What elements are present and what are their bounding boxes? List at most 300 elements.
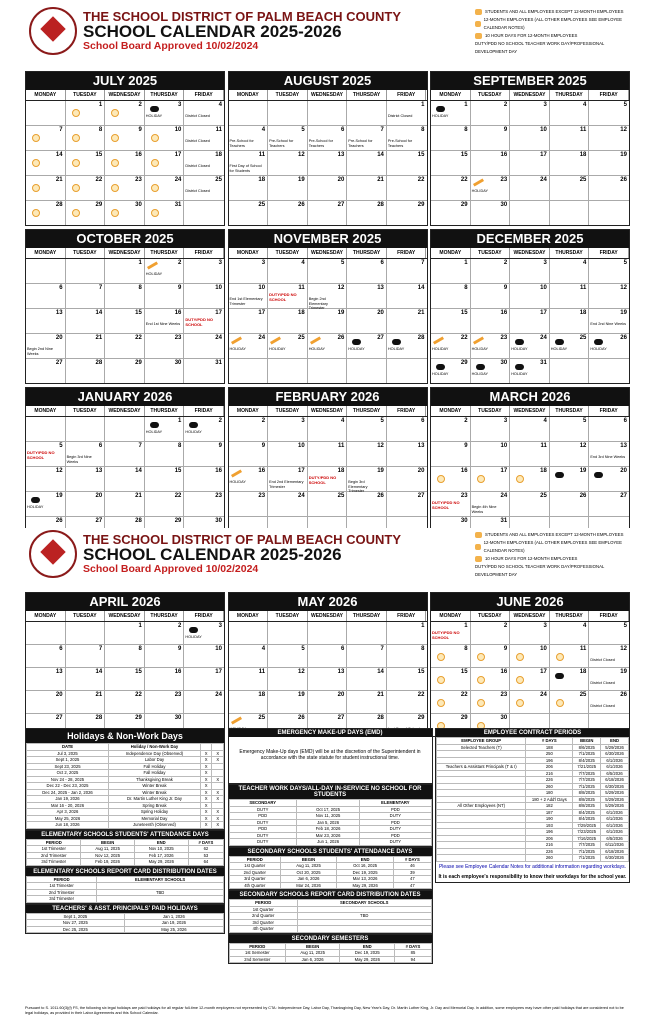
day-header: TUESDAY — [268, 406, 308, 416]
day-cell — [308, 309, 348, 333]
day-note: First Day of School for Students — [229, 164, 262, 173]
day-note: HOLIDAY — [432, 372, 449, 376]
week-row — [26, 259, 224, 284]
day-cell — [471, 417, 511, 441]
day-header: MONDAY — [26, 248, 66, 258]
footer-note: Pursuant to S. 1011.60(3)(f) FS, the following six legal holidays are paid holidays for all regular full-time 12-month employees not represented by CTA: Independence Day, Labor Day, Thanksgiving Day, New Year's Day, Dr. Martin Luther King, Jr. Day and Memorial Day. In addition, some employees may have other paid holidays that are considered not to be legal holidays, as provided in their Labor Agreements and this School Calendar. — [25, 1006, 624, 1015]
day-cell — [308, 359, 348, 383]
week-row — [26, 645, 224, 668]
day-cell — [431, 101, 471, 125]
day-cell — [308, 691, 348, 713]
day-number: 29 — [460, 360, 468, 366]
day-number: 25 — [579, 335, 587, 341]
table-cell: 6/30/2026 — [601, 855, 629, 862]
week-row — [431, 126, 629, 151]
table-cell: Winter Break — [109, 789, 201, 796]
table-cell: 7/7/2025 — [573, 770, 601, 777]
day-number: 28 — [95, 715, 103, 721]
day-number: 3 — [218, 623, 222, 629]
day-number: 17 — [500, 468, 508, 474]
table-cell: 1st Trimester — [27, 883, 97, 890]
day-number: 23 — [174, 335, 182, 341]
table-cell: 47 — [394, 882, 431, 889]
day-header: FRIDAY — [184, 406, 224, 416]
legend-text: 10 HOUR DAYS FOR 12-MONTH EMPLOYEES — [485, 33, 578, 38]
day-note: Pre-School for Teachers — [387, 139, 413, 148]
day-cell — [229, 126, 269, 150]
day-header: THURSDAY — [347, 611, 387, 621]
day-cell — [145, 359, 185, 383]
week-row — [431, 176, 629, 201]
legend-text: DUTY/PDD NO SCHOOL TEACHER WORK DAY/PROFESSIONAL DEVELOPMENT DAY — [475, 41, 605, 54]
day-cell — [510, 126, 550, 150]
day-number: 25 — [579, 177, 587, 183]
day-cell — [184, 668, 224, 690]
day-cell — [387, 417, 427, 441]
table-cell: 2nd Semester — [229, 956, 286, 963]
table-cell — [297, 926, 431, 933]
page-header — [25, 5, 630, 67]
day-number: 27 — [55, 360, 63, 366]
table-cell: Nov 24 - 28, 2025 — [27, 776, 109, 783]
week-row — [26, 126, 224, 151]
day-number: 26 — [298, 202, 305, 208]
day-cell — [589, 645, 629, 667]
day-cell — [347, 645, 387, 667]
pencil-icon — [433, 336, 444, 344]
right-column — [435, 728, 630, 964]
table-cell: X — [212, 809, 224, 816]
day-number: 12 — [298, 152, 305, 158]
table-cell: TBD — [97, 889, 224, 896]
table-cell: Nov 10, 2025 — [134, 846, 188, 853]
day-header: FRIDAY — [589, 406, 629, 416]
day-cell — [66, 359, 106, 383]
day-cell — [145, 668, 185, 690]
day-number: 9 — [503, 285, 508, 291]
day-cell — [387, 442, 427, 466]
day-number: 8 — [138, 646, 142, 652]
week-row — [431, 201, 629, 225]
column-header: PERIOD — [229, 943, 286, 950]
day-number: 19 — [620, 310, 627, 316]
day-cell — [471, 668, 511, 690]
day-cell — [26, 334, 66, 358]
table-cell: 8/8/2025 — [573, 790, 601, 797]
day-number: 23 — [500, 692, 508, 698]
day-number: 22 — [460, 177, 468, 183]
day-header: WEDNESDAY — [510, 406, 550, 416]
day-number: 9 — [464, 443, 468, 449]
day-number: 24 — [540, 335, 547, 341]
day-cell — [308, 151, 348, 175]
day-number: 21 — [95, 335, 103, 341]
phone-icon — [515, 364, 524, 370]
day-cell — [589, 101, 629, 125]
day-number: 24 — [258, 335, 266, 341]
legend-item — [475, 539, 630, 555]
day-cell — [510, 151, 550, 175]
week-row — [431, 284, 629, 309]
month-title: JULY 2025 — [26, 72, 224, 90]
day-cell — [589, 492, 629, 516]
table-cell: Sept 1, 2025 — [27, 757, 109, 764]
day-cell — [471, 691, 511, 713]
table-cell: X — [212, 822, 224, 829]
table-cell — [97, 896, 224, 903]
day-number: 20 — [417, 468, 425, 474]
day-number: 10 — [540, 127, 547, 133]
day-number: 6 — [98, 443, 103, 449]
table-cell: May 29, 2026 — [340, 956, 395, 963]
day-cell — [347, 151, 387, 175]
sun-icon — [111, 184, 119, 192]
day-number: 28 — [95, 360, 103, 366]
table-cell: Feb 18, 2026 — [296, 826, 359, 833]
day-header: TUESDAY — [66, 248, 106, 258]
week-row — [431, 645, 629, 668]
day-cell — [268, 309, 308, 333]
week-row — [229, 668, 427, 691]
table-cell: Teachers & Assistant Principals (T & I) — [437, 764, 526, 771]
day-cell — [431, 691, 471, 713]
week-row — [26, 151, 224, 176]
table-cell: 196 — [526, 757, 573, 764]
day-number: 24 — [174, 177, 182, 183]
sec-attendance-title: SECONDARY SCHOOLS STUDENTS' ATTENDANCE DAYS — [229, 848, 432, 856]
day-cell — [66, 201, 106, 225]
day-cell — [471, 101, 511, 125]
day-number: 4 — [301, 260, 305, 266]
table-cell: DUTY — [229, 832, 296, 839]
day-number: 15 — [417, 152, 425, 158]
table-cell: 260 — [526, 855, 573, 862]
month-title: FEBRUARY 2026 — [229, 388, 427, 406]
table-cell: X — [200, 783, 212, 790]
day-number: 3 — [543, 623, 547, 629]
table-cell: X — [200, 770, 212, 777]
day-number: 18 — [579, 669, 587, 675]
phone-icon — [31, 497, 40, 503]
table-cell: 260 — [526, 783, 573, 790]
day-cell — [229, 176, 269, 200]
day-header: WEDNESDAY — [510, 90, 550, 100]
day-cell — [510, 417, 550, 441]
day-number: 27 — [95, 518, 103, 524]
day-number: 18 — [298, 310, 305, 316]
day-number: 5 — [59, 443, 63, 449]
table-cell: 3rd Trimester — [27, 859, 81, 866]
day-header: FRIDAY — [387, 611, 427, 621]
day-cell — [184, 645, 224, 667]
legend-item — [475, 16, 630, 32]
day-number: 14 — [135, 468, 142, 474]
day-cell — [589, 417, 629, 441]
day-number: 20 — [95, 493, 103, 499]
day-header-row — [431, 611, 629, 622]
day-header: FRIDAY — [589, 611, 629, 621]
day-number: 22 — [460, 335, 468, 341]
day-cell — [229, 359, 269, 383]
day-cell — [510, 101, 550, 125]
clock-icon — [475, 33, 482, 39]
sec-attendance-table — [229, 856, 432, 890]
month-block — [430, 71, 630, 226]
day-note: Begin 4th Nine Weeks — [471, 505, 497, 514]
day-number: 3 — [178, 102, 182, 108]
day-number: 29 — [135, 360, 142, 366]
day-cell — [347, 334, 387, 358]
table-cell: Jan 6, 2026 — [281, 876, 337, 883]
paid-holidays-box — [25, 904, 225, 935]
day-cell — [431, 645, 471, 667]
day-cell — [26, 492, 66, 516]
table-cell: Nov 11, 2025 — [296, 813, 359, 820]
table-cell: 193 — [526, 822, 573, 829]
legend-text: DUTY/PDD NO SCHOOL TEACHER WORK DAY/PROFESSIONAL DEVELOPMENT DAY — [475, 564, 605, 577]
day-cell — [431, 359, 471, 383]
table-cell: Spring Holiday — [109, 809, 201, 816]
day-number: 29 — [417, 202, 425, 208]
day-number: 21 — [377, 692, 384, 698]
day-cell — [66, 309, 106, 333]
day-number: 10 — [500, 443, 508, 449]
phone-icon — [150, 422, 159, 428]
day-header-row — [26, 406, 224, 417]
week-row — [26, 467, 224, 492]
table-cell: 53 — [188, 852, 223, 859]
sun-icon — [516, 653, 524, 661]
day-number: 20 — [337, 692, 345, 698]
column-header: # DAYS — [394, 856, 431, 863]
sun-icon — [32, 209, 40, 217]
day-number: 26 — [337, 335, 345, 341]
day-header: WEDNESDAY — [308, 406, 348, 416]
day-number: 16 — [174, 669, 182, 675]
day-cell — [26, 417, 66, 441]
day-header: MONDAY — [229, 611, 269, 621]
week-row — [431, 259, 629, 284]
month-title: OCTOBER 2025 — [26, 230, 224, 248]
day-number: 6 — [623, 418, 627, 424]
week-row — [229, 467, 427, 492]
table-cell: Jan 5, 2026 — [296, 819, 359, 826]
table-cell: X — [200, 789, 212, 796]
day-number: 13 — [55, 310, 63, 316]
day-number: 29 — [460, 202, 468, 208]
week-row — [431, 622, 629, 645]
month-title: MAY 2026 — [229, 593, 427, 611]
day-number: 5 — [380, 418, 384, 424]
day-note: District Closed — [387, 114, 413, 118]
pencil-icon — [310, 336, 321, 344]
day-number: 14 — [377, 669, 384, 675]
sun-icon — [556, 699, 564, 707]
week-row — [229, 622, 427, 645]
table-cell: Dec 25, 2025 — [27, 926, 125, 933]
day-number: 4 — [543, 418, 547, 424]
day-note: District Closed — [185, 189, 210, 193]
day-header: WEDNESDAY — [105, 406, 145, 416]
sec-report-title: SECONDARY SCHOOLS REPORT CARD DISTRIBUTION DATES — [229, 891, 432, 899]
sun-icon — [72, 109, 80, 117]
pencil-icon — [270, 336, 281, 344]
column-header: EMPLOYEE GROUP — [437, 738, 526, 745]
day-header: TUESDAY — [471, 248, 511, 258]
day-number: 31 — [174, 202, 182, 208]
day-number: 31 — [215, 360, 222, 366]
day-header: THURSDAY — [145, 611, 185, 621]
table-cell: 1st Trimester — [27, 846, 81, 853]
day-cell — [510, 259, 550, 283]
legend-item — [475, 531, 630, 539]
day-cell — [387, 334, 427, 358]
week-row — [26, 309, 224, 334]
day-header-row — [229, 611, 427, 622]
table-cell: 2nd Trimester — [27, 852, 81, 859]
month-title: JANUARY 2026 — [26, 388, 224, 406]
table-cell: 5/29/2026 — [601, 796, 629, 803]
legend-item — [475, 563, 630, 579]
table-cell: 6/1/2026 — [601, 809, 629, 816]
table-cell: 1st Quarter — [229, 906, 297, 913]
day-cell — [268, 442, 308, 466]
left-column — [25, 728, 225, 964]
week-row — [229, 442, 427, 467]
day-note: District Closed — [590, 681, 615, 685]
table-cell: 7/16/2025 — [573, 835, 601, 842]
day-cell — [184, 622, 224, 644]
day-cell — [347, 668, 387, 690]
column-header: BEGIN — [286, 943, 340, 950]
day-number: 20 — [55, 335, 63, 341]
contract-note-2: It is each employee's responsibility to know their workdays for the school year. — [438, 873, 627, 880]
sun-icon — [72, 134, 80, 142]
day-cell — [268, 691, 308, 713]
no-school-label: DUTY/PDD NO SCHOOL — [432, 500, 460, 510]
legend-item — [475, 40, 630, 56]
week-row — [26, 359, 224, 383]
district-logo — [29, 7, 77, 55]
day-note: HOLIDAY — [471, 347, 488, 351]
day-cell — [26, 622, 66, 644]
day-number: 19 — [579, 468, 587, 474]
day-number: 25 — [215, 177, 222, 183]
day-cell — [66, 151, 106, 175]
day-note: HOLIDAY — [590, 347, 607, 351]
day-note: Begin 3rd Nine Weeks — [66, 455, 92, 464]
day-cell — [229, 691, 269, 713]
day-header: WEDNESDAY — [308, 248, 348, 258]
day-number: 2 — [178, 260, 182, 266]
day-cell — [308, 645, 348, 667]
day-number: 28 — [55, 202, 63, 208]
day-cell — [510, 309, 550, 333]
day-cell — [145, 334, 185, 358]
day-note: HOLIDAY — [511, 372, 528, 376]
sec-report-box — [228, 890, 433, 934]
table-cell: 190 — [526, 816, 573, 823]
day-header: TUESDAY — [66, 90, 106, 100]
day-cell — [268, 467, 308, 491]
day-cell — [268, 126, 308, 150]
day-cell — [387, 359, 427, 383]
table-cell: X — [200, 815, 212, 822]
sun-icon — [516, 676, 524, 684]
day-number: 30 — [500, 202, 508, 208]
day-number: 16 — [258, 468, 266, 474]
table-cell: 5/29/2026 — [601, 803, 629, 810]
week-row — [229, 151, 427, 176]
day-cell — [550, 259, 590, 283]
column-header: BEGIN — [81, 839, 134, 846]
phone-icon — [594, 472, 603, 478]
column-header: # DAYS — [188, 839, 223, 846]
teacher-workdays-box — [228, 784, 433, 847]
day-cell — [105, 176, 145, 200]
day-header: MONDAY — [229, 406, 269, 416]
day-cell — [26, 284, 66, 308]
day-cell — [229, 442, 269, 466]
day-number: 22 — [95, 177, 103, 183]
day-cell — [510, 442, 550, 466]
table-row — [229, 882, 431, 889]
day-number: 13 — [417, 443, 425, 449]
day-cell — [347, 284, 387, 308]
day-cell — [308, 259, 348, 283]
day-cell — [471, 645, 511, 667]
week-row — [26, 622, 224, 645]
day-number: 12 — [620, 127, 627, 133]
table-cell: DUTY — [360, 826, 431, 833]
sun-icon — [111, 159, 119, 167]
day-number: 19 — [298, 692, 305, 698]
day-cell — [387, 101, 427, 125]
phone-icon — [476, 364, 485, 370]
week-row — [229, 176, 427, 201]
day-header: FRIDAY — [184, 248, 224, 258]
approval-note: School Board Approved 10/02/2024 — [83, 563, 259, 575]
day-cell — [229, 101, 269, 125]
day-note: HOLIDAY — [471, 189, 488, 193]
legend — [475, 8, 630, 56]
day-number: 1 — [178, 418, 182, 424]
column-header: DATE — [27, 744, 109, 751]
week-row — [431, 334, 629, 359]
day-number: 2 — [464, 418, 468, 424]
day-number: 25 — [258, 202, 266, 208]
table-cell: Dr. Martin Luther King Jr. Day — [109, 796, 201, 803]
sun-icon — [437, 475, 445, 483]
day-header: TUESDAY — [268, 248, 308, 258]
day-number: 13 — [55, 669, 63, 675]
day-number: 7 — [138, 443, 142, 449]
day-number: 21 — [417, 310, 425, 316]
table-cell: 6/1/2026 — [601, 816, 629, 823]
week-row — [229, 334, 427, 359]
day-cell — [105, 668, 145, 690]
table-cell: 85 — [395, 950, 431, 957]
pencil-icon — [473, 336, 484, 344]
day-number: 8 — [464, 285, 468, 291]
day-cell — [347, 622, 387, 644]
day-number: 29 — [135, 715, 142, 721]
emd-title: EMERGENCY MAKE-UP DAYS (EMD) — [229, 729, 432, 737]
month-block — [228, 592, 428, 737]
sun-icon — [556, 653, 564, 661]
table-cell: 4th Quarter — [229, 926, 297, 933]
week-row — [26, 691, 224, 714]
